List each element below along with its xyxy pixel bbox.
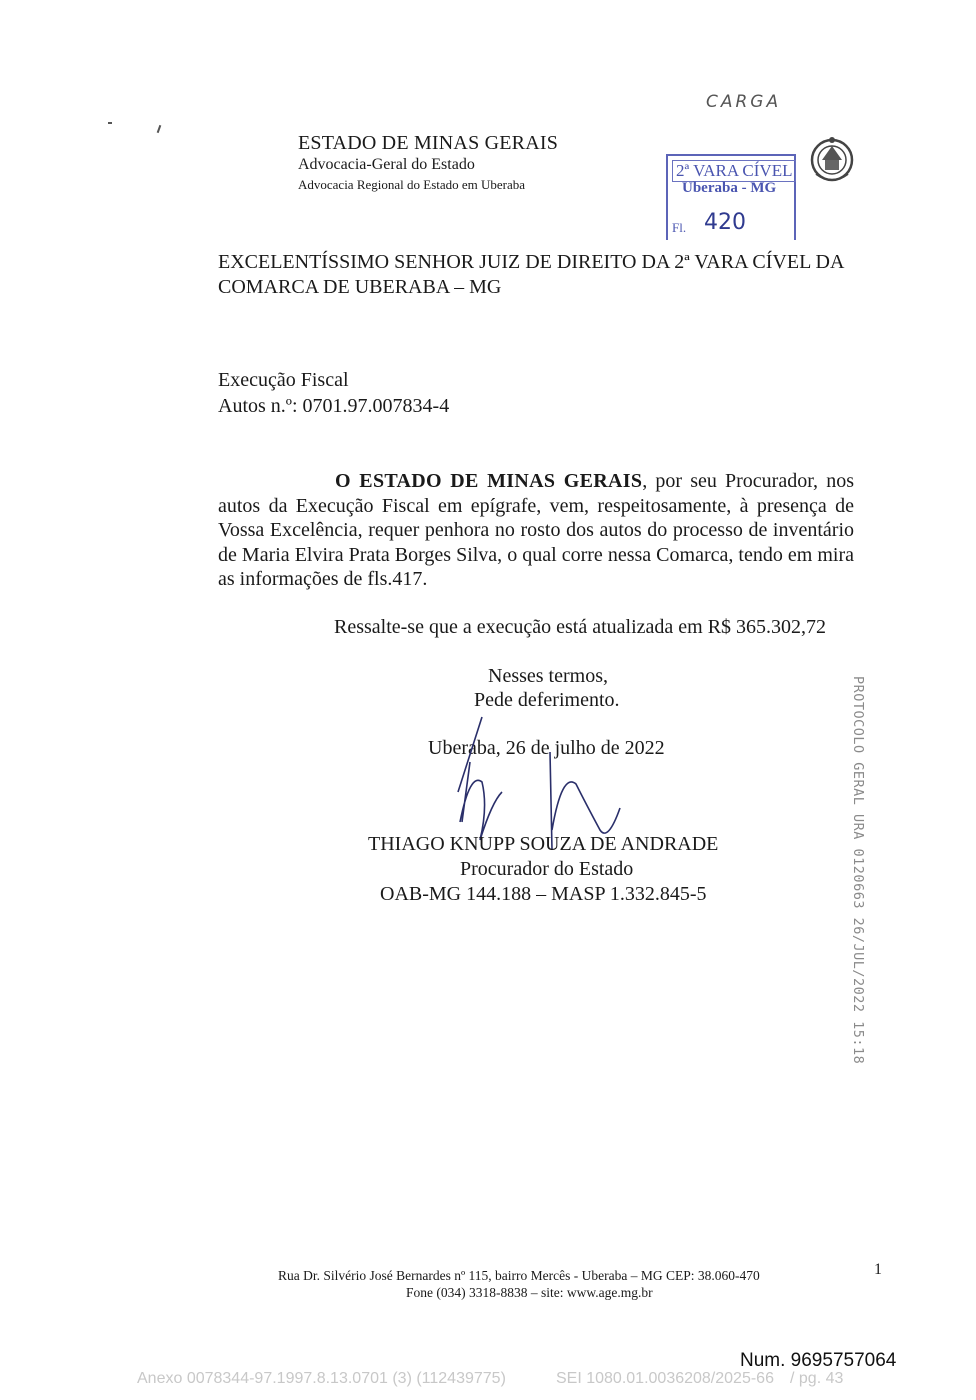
scan-mark xyxy=(157,125,162,133)
stamp-city: Uberaba - MG xyxy=(682,180,777,196)
addressee: EXCELENTÍSSIMO SENHOR JUIZ DE DIREITO DA 2ª VARA CÍVEL DA COMARCA DE UBERABA – MG xyxy=(218,251,844,298)
scan-mark xyxy=(108,122,112,124)
case-number: Autos n.º: 0701.97.007834-4 xyxy=(218,395,450,417)
signatory-name: THIAGO KNUPP SOUZA DE ANDRADE xyxy=(368,833,719,855)
stamp-page-label: Fl. xyxy=(672,220,687,235)
header-regional-office: Advocacia Regional do Estado em Uberaba xyxy=(298,177,526,192)
coat-of-arms-icon xyxy=(808,134,856,188)
stamp-page-number: 420 xyxy=(704,210,746,235)
place-and-date: Uberaba, 26 de julho de 2022 xyxy=(428,737,665,759)
page-number: 1 xyxy=(874,1261,882,1278)
court-stamp xyxy=(666,154,796,240)
petition-paragraph xyxy=(218,469,854,592)
sei-page-number: / pg. 43 xyxy=(790,1370,844,1387)
stamp-court-name: 2ª VARA CÍVEL xyxy=(672,160,796,182)
annex-reference: Anexo 0078344-97.1997.8.13.0701 (3) (112439775) xyxy=(137,1370,506,1387)
signatory-role: Procurador do Estado xyxy=(460,858,634,880)
signatory-registration: OAB-MG 144.188 – MASP 1.332.845-5 xyxy=(380,883,707,905)
closing-line-2: Pede deferimento. xyxy=(474,689,620,711)
sei-reference: SEI 1080.01.0036208/2025-66 xyxy=(556,1370,774,1387)
closing-line-1: Nesses termos, xyxy=(488,665,608,687)
case-type: Execução Fiscal xyxy=(218,369,349,391)
protocol-stamp: PROTOCOLO GERAL URA 0120663 26/JUL/2022 15:18 xyxy=(850,676,866,1065)
petitioner-name: O ESTADO DE MINAS GERAIS xyxy=(335,470,643,492)
document-id: Num. 9695757064 xyxy=(740,1350,897,1371)
petition-text: , por seu Procurador, nos autos da Execução Fiscal em epígrafe, vem, respeitosamente, à presença de Vossa Excelência, requer penhora no rosto dos autos do processo de inventário de Maria Elvira Prata Borges Silva, o qual corre nessa Comarca, tendo em mira as informações de fls.417. xyxy=(218,470,854,591)
footer-contact: Fone (034) 3318-8838 – site: www.age.mg.br xyxy=(406,1285,653,1300)
footer-address: Rua Dr. Silvério José Bernardes nº 115, bairro Mercês - Uberaba – MG CEP: 38.060-470 xyxy=(278,1268,760,1283)
handwritten-carga-note: CARGA xyxy=(706,92,782,112)
header-agency: Advocacia-Geral do Estado xyxy=(298,156,475,173)
header-state: ESTADO DE MINAS GERAIS xyxy=(298,132,559,154)
amount-statement: Ressalte-se que a execução está atualizada em R$ 365.302,72 xyxy=(334,616,827,638)
